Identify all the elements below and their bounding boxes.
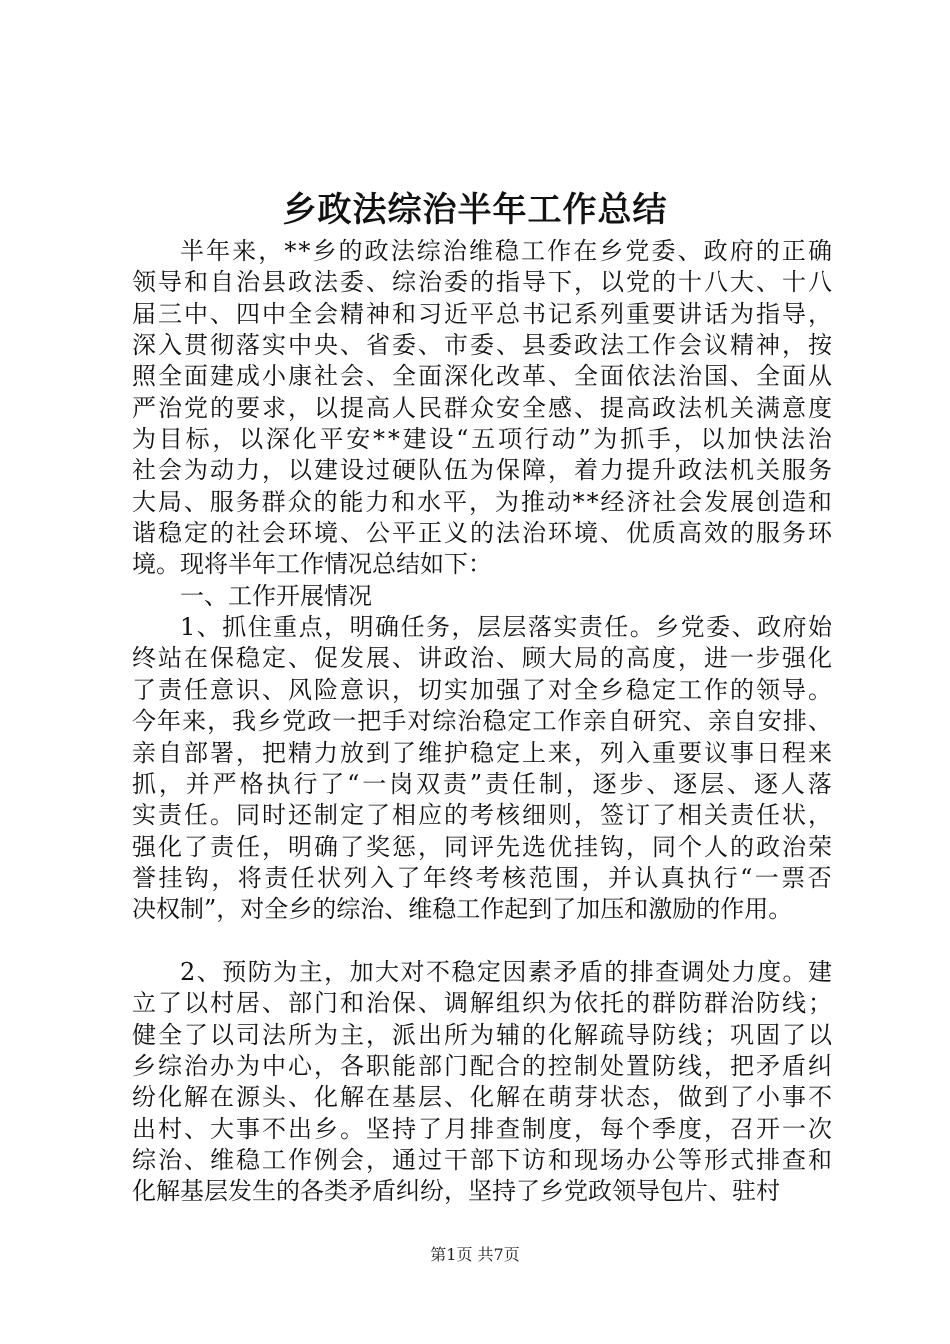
- text-line: 1 、 抓 住 重 点 ， 明 确 任 务 ， 层 层 落 实 责 任 。 乡 党 委 、 政 府 始: [180, 613, 832, 642]
- text-line: 立 了 以 村 居 、 部 门 和 治 保 、 调 解 组 织 为 依 托 的 群 防 群 治 防 线 ；: [132, 989, 832, 1018]
- line-text: 境。现将半年工作情况总结如下：: [132, 550, 492, 579]
- text-line: [132, 549, 832, 580]
- line-text: 一、工作开展情况: [180, 581, 372, 610]
- text-line: 了 责 任 意 识 、 风 险 意 识 ， 切 实 加 强 了 对 全 乡 稳 定 工 作 的 领 导 。: [132, 675, 832, 704]
- text-line: 领 导 和 自 治 县 政 法 委 、 综 治 委 的 指 导 下 ， 以 党 的 十 八 大 、 十 八: [132, 268, 832, 297]
- text-line: 深 入 贯 彻 落 实 中 央 、 省 委 、 市 委 、 县 委 政 法 工 作 会 议 精 神 ， 按: [132, 331, 832, 360]
- text-line: 终 站 在 保 稳 定 、 促 发 展 、 讲 政 治 、 顾 大 局 的 高 度 ， 进 一 步 强 化: [132, 644, 832, 673]
- text-line: 今 年 来 ， 我 乡 党 政 一 把 手 对 综 治 稳 定 工 作 亲 自 研 究 、 亲 自 安 排 、: [132, 707, 832, 736]
- text-line: 届 三 中 、 四 中 全 会 精 神 和 习 近 平 总 书 记 系 列 重 要 讲 话 为 指 导 ，: [132, 299, 832, 328]
- text-line: 乡 综 治 办 为 中 心 ， 各 职 能 部 门 配 合 的 控 制 处 置 防 线 ， 把 矛 盾 纠: [132, 1051, 832, 1080]
- text-line: 大 局 、 服 务 群 众 的 能 力 和 水 平 ， 为 推 动 * * 经 济 社 会 发 展 创 造 和: [132, 487, 832, 516]
- blank-line: [132, 926, 832, 957]
- text-line: 实 责 任 。 同 时 还 制 定 了 相 应 的 考 核 细 则 ， 签 订 了 相 关 责 任 状 ，: [132, 801, 832, 830]
- document-title: 乡政法综治半年工作总结: [282, 190, 668, 230]
- text-line: [132, 1176, 832, 1207]
- text-line: 为 目 标 ， 以 深 化 平 安 * * 建 设 “ 五 项 行 动 ” 为 抓 手 ， 以 加 快 法 治: [132, 425, 832, 454]
- text-line: 亲 自 部 署 ， 把 精 力 放 到 了 维 护 稳 定 上 来 ， 列 入 重 要 议 事 日 程 来: [132, 738, 832, 767]
- text-line: 纷 化 解 在 源 头 、 化 解 在 基 层 、 化 解 在 萌 芽 状 态 ， 做 到 了 小 事 不: [132, 1083, 832, 1112]
- text-line: [132, 894, 832, 925]
- text-line: 2 、 预 防 为 主 ， 加 大 对 不 稳 定 因 素 矛 盾 的 排 查 调 处 力 度 。 建: [180, 957, 832, 986]
- text-line: 强 化 了 责 任 ， 明 确 了 奖 惩 ， 同 评 先 选 优 挂 钩 ， 同 个 人 的 政 治 荣: [132, 832, 832, 861]
- text-line: 出 村 、 大 事 不 出 乡 。 坚 持 了 月 排 查 制 度 ， 每 个 季 度 ， 召 开 一 次: [132, 1114, 832, 1143]
- text-line: 抓 ， 并 严 格 执 行 了 “ 一 岗 双 责 ” 责 任 制 ， 逐 步 、 逐 层 、 逐 人 落: [132, 769, 832, 798]
- text-line: 半 年 来 ， * * 乡 的 政 法 综 治 维 稳 工 作 在 乡 党 委 、 政 府 的 正 确: [180, 237, 832, 265]
- document-body: [132, 236, 832, 1208]
- text-line: 健 全 了 以 司 法 所 为 主 ， 派 出 所 为 辅 的 化 解 疏 导 防 线 ； 巩 固 了 以: [132, 1020, 832, 1049]
- text-line: 誉 挂 钩 ， 将 责 任 状 列 入 了 年 终 考 核 范 围 ， 并 认 真 执 行 “ 一 票 否: [132, 863, 832, 892]
- text-line: 综 治 、 维 稳 工 作 例 会 ， 通 过 干 部 下 访 和 现 场 办 公 等 形 式 排 查 和: [132, 1145, 832, 1174]
- text-line: 社 会 为 动 力 ， 以 建 设 过 硬 队 伍 为 保 障 ， 着 力 提 升 政 法 机 关 服 务: [132, 456, 832, 485]
- page-number-footer: 第1页 共7页: [430, 1245, 520, 1264]
- text-line: 照 全 面 建 成 小 康 社 会 、 全 面 深 化 改 革 、 全 面 依 法 治 国 、 全 面 从: [132, 362, 832, 391]
- line-text: 化解基层发生的各类矛盾纠纷，坚持了乡党政领导包片、驻村: [132, 1177, 780, 1206]
- text-line: 严 治 党 的 要 求 ， 以 提 高 人 民 群 众 安 全 感 、 提 高 政 法 机 关 满 意 度: [132, 393, 832, 422]
- line-text: 决权制”，对全乡的综治、维稳工作起到了加压和激励的作用。: [132, 895, 793, 924]
- text-line: 谐 稳 定 的 社 会 环 境 、 公 平 正 义 的 法 治 环 境 、 优 质 高 效 的 服 务 环: [132, 519, 832, 548]
- text-line: [132, 581, 832, 612]
